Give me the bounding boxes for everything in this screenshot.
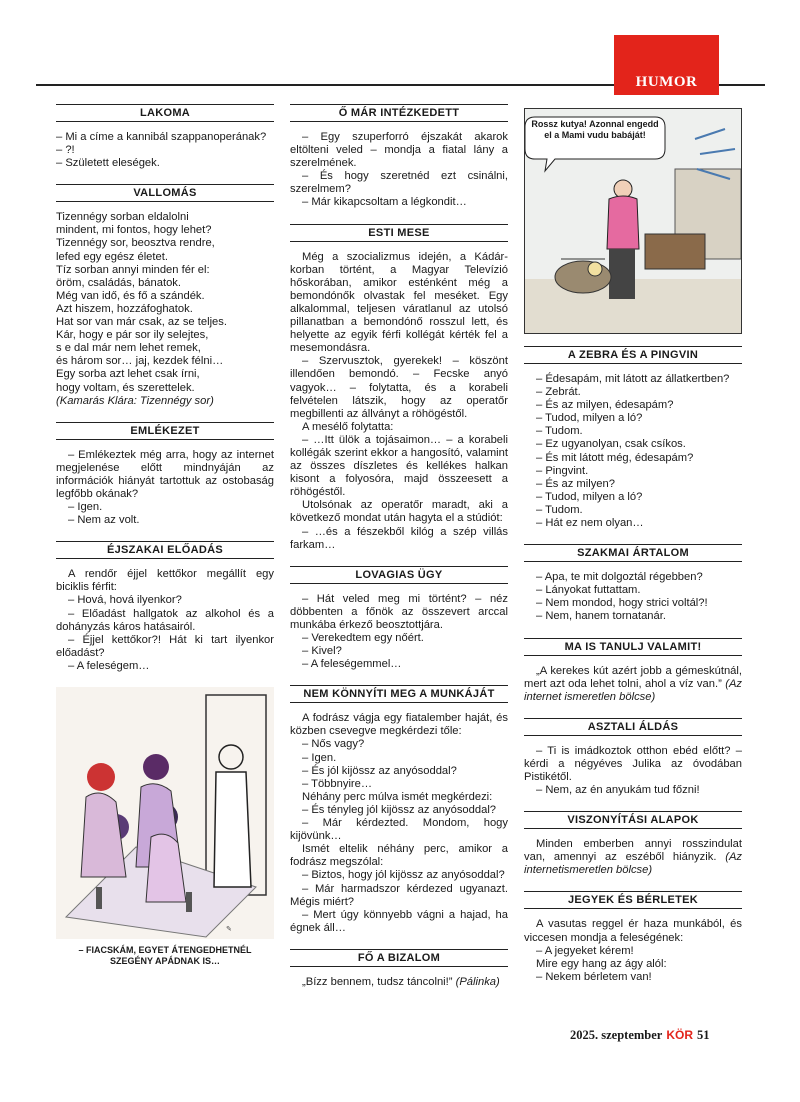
poem-line: hogy voltam, és szerettelek. (56, 381, 195, 394)
text-line: A vasutas reggel ér haza munkából, és viccesen mondja a feleségének: (524, 918, 742, 944)
speech-bubble-text: Rossz kutya! Azonnal engedd el a Mami vudu babáját! (531, 119, 659, 140)
text-line: – Nem, hanem tornatanár. (536, 610, 666, 623)
voodoo-cartoon-drawing (525, 109, 741, 333)
quote-source: (Az internet ismeretlen bölcse) (524, 677, 743, 703)
poem-line: Tizennégy sor, beosztva rendre, (56, 237, 215, 250)
quote-source: (Pálinka) (455, 975, 500, 988)
party-cartoon-drawing (56, 687, 274, 939)
quote: „A kerekes kút azért jobb a gémeskútnál, mert azt oda lehet tolni, ahol a víz van.” (524, 664, 742, 690)
article-o-mar-intezkedett (290, 104, 508, 210)
text-line: – Tudom. (536, 503, 583, 516)
article-title: VISZONYÍTÁSI ALAPOK (524, 811, 742, 829)
article-szakmai-artalom (524, 544, 742, 623)
text-line: – …és a fészekből kilóg a szép villás farkam… (290, 525, 508, 551)
article-title: VALLOMÁS (56, 184, 274, 202)
column-2 (290, 104, 508, 1003)
page-number: 51 (697, 1028, 710, 1042)
text-line: – Nős vagy? (302, 738, 365, 751)
text-line: – A feleségemmel… (302, 658, 402, 671)
article-ejszakai-eloadas (56, 541, 274, 673)
text-line: – Verekedtem egy nőért. (302, 632, 424, 644)
text-line: – Hová, hová ilyenkor? (68, 594, 182, 607)
article-esti-mese (290, 224, 508, 552)
poem-line: öröm, családás, bánatok. (56, 276, 181, 289)
text-line: – Pingvint. (536, 464, 589, 477)
poem-line: lefed egy egész életet. (56, 250, 168, 263)
party-cartoon (56, 687, 274, 939)
text-line: – Lányokat futtattam. (536, 584, 641, 597)
text-line: Mire egy hang az ágy alól: (536, 957, 667, 970)
text-line: – Mi a címe a kannibál szappanoperának? (56, 131, 267, 143)
text-line: – Már kérdezted. Mondom, hogy kijövünk… (290, 817, 508, 843)
poem-source: (Kamarás Klára: Tizennégy sor) (56, 394, 214, 407)
article-title: EMLÉKEZET (56, 422, 274, 440)
text-line: – A feleségem… (68, 659, 150, 672)
text-line: – És az milyen, édesapám? (536, 399, 674, 412)
quote: „Bízz bennem, tudsz táncolni!” (302, 975, 453, 988)
text-line: – Már harmadszor kérdezed ugyanazt. Mégis miért? (290, 882, 508, 908)
poem-line: Még van idő, és fő a szándék. (56, 289, 205, 302)
poem-line: Kár, hogy e pár sor ily selejtes, (56, 329, 209, 342)
article-title: Ő MÁR INTÉZKEDETT (290, 104, 508, 122)
text-line: – Ti is imádkoztok otthon ebéd előtt? – kérdi a négyéves Julika az óvodában Pistikétől. (524, 744, 742, 783)
article-zebra-es-pingvin (524, 346, 742, 530)
text-line: – A jegyeket kérem! (536, 944, 634, 957)
article-ma-is-tanulj (524, 638, 742, 704)
article-title: SZAKMAI ÁRTALOM (524, 544, 742, 562)
article-asztali-aldas (524, 718, 742, 797)
text-line: – És tényleg jól kijössz az anyósoddal? (302, 803, 497, 816)
article-emlekezet (56, 422, 274, 528)
text-line: – Többnyire… (302, 777, 373, 790)
text-line: A rendőr éjjel kettőkor megállít egy biciklis férfit: (56, 568, 274, 594)
text-line: – Igen. (302, 751, 337, 764)
text-line: – …Itt ülök a tojásaimon… – a korabeli kollégák szerint ekkor a hangosító, valamint az összes díszletes és kellékes halkan kisont a folyosóra, majd összeesett a röhögéstől. (290, 433, 508, 499)
text-line: – Nekem bérletem van! (536, 970, 652, 983)
text-line: – Zebrát. (536, 386, 581, 399)
quote: Minden emberben annyi rosszindulat van, amennyi az eszéből hiányzik. (524, 838, 742, 864)
text-line: – Mert úgy könnyebb vágni a hajad, ha égnek áll… (290, 908, 508, 934)
text-line: – Édesapám, mit látott az állatkertben? (536, 373, 730, 385)
poem-line: és három sor… jaj, kezdek félni… (56, 355, 224, 368)
article-title: ESTI MESE (290, 224, 508, 242)
text-line: – Tudod, milyen a ló? (536, 490, 643, 503)
text-line: – Tudod, milyen a ló? (536, 412, 643, 425)
article-fo-a-bizalom (290, 949, 508, 989)
article-title: NEM KÖNNYÍTI MEG A MUNKÁJÁT (290, 685, 508, 703)
caption-line: – FIACSKÁM, EGYET ÁTENGEDHETNÉL (78, 945, 252, 955)
poem-line: Tíz sorban annyi minden fér el: (56, 263, 210, 276)
text-line: – És az milyen? (536, 477, 615, 490)
text-line: – Nem mondod, hogy strici voltál?! (536, 597, 708, 610)
poem-line: mindent, mi fontos, hogy lehet? (56, 224, 212, 237)
quote-source: (Az internetismeretlen bölcse) (524, 851, 742, 877)
poem-line: Egy sorba azt lehet csak írni, (56, 368, 200, 381)
article-jegyek-es-berletek (524, 891, 742, 983)
section-tab-label: HUMOR (635, 74, 698, 90)
text-line: – Előadást hallgatok az alkohol és a dohányzás káros hatásairól. (56, 607, 274, 633)
text-line: – Egy szuperforró éjszakát akarok eltölteni veled – mondja a fiatal lány a szerelmének. (290, 131, 508, 170)
text-line: – Nem az volt. (68, 514, 140, 527)
text-line: – És hogy szeretnéd ezt csinálni, szerelmem? (290, 170, 508, 196)
text-line: – És mit látott még, édesapám? (536, 451, 694, 464)
column-1 (56, 104, 274, 967)
cartoon-caption (56, 945, 274, 967)
article-lakoma (56, 104, 274, 170)
article-title: JEGYEK ÉS BÉRLETEK (524, 891, 742, 909)
article-vallomas (56, 184, 274, 407)
text-line: – Tudom. (536, 425, 583, 438)
article-title: LOVAGIAS ÜGY (290, 566, 508, 584)
text-line: – Nem, az én anyukám tud főzni! (536, 784, 700, 797)
text-line: – Apa, te mit dolgoztál régebben? (536, 571, 703, 584)
text-line: – Szervusztok, gyerekek! – köszönt illendően bemondó. – Fecske anyó vagyok… – folytatta, és a korabeli felvételen látszik, hogy az operatőr megbillenti az állványt a röhögéstől. (290, 355, 508, 420)
text-line: – Emlékeztek még arra, hogy az internet megjelenése előtt mindnyáján az információk hiányát tartottuk az ostobaság legfőbb okának? (56, 448, 274, 500)
poem-line: s e dal már nem lehet remek, (56, 342, 201, 355)
text-line: – Igen. (68, 501, 103, 514)
article-title: A ZEBRA ÉS A PINGVIN (524, 346, 742, 364)
caption-line: SZEGÉNY APÁDNAK IS… (109, 956, 221, 966)
quote-text (290, 976, 508, 989)
text-line: Még a szocializmus idején, a Kádár-korban történt, a Magyar Televízió hőskorában, amikor esténként még a bemondónők olvastak fel meséket. Egy alkalommal, teljesen váratlanul az utolsó pillanatban a bemondónő rosszul lett, és helyette az egyik férfi kollégát kérték fel a mesemondásra. (290, 250, 508, 355)
article-nem-konnyiti (290, 685, 508, 935)
text-line: Utolsónak az operatőr maradt, aki a következő mondat után hagyta el a stúdiót: (290, 499, 508, 525)
article-lovagias-ugy (290, 566, 508, 672)
text-line: A fodrász vágja egy fiatalember haját, és közben csevegve megkérdezi tőle: (290, 712, 508, 738)
article-title: MA IS TANULJ VALAMIT! (524, 638, 742, 656)
column-3 (524, 108, 742, 998)
article-title: FŐ A BIZALOM (290, 949, 508, 967)
text-line: – Született eleségek. (56, 157, 160, 170)
text-line: – Kivel? (302, 645, 342, 658)
text-line: – Hát veled meg mi történt? – néz döbbenten a főnök az összevert arccal munkába érkező beosztottjára. (290, 592, 508, 631)
poem-line: Azt hiszem, hozzáfoghatok. (56, 302, 193, 315)
voodoo-cartoon (524, 108, 742, 334)
text-line: – Már kikapcsoltam a légkondit… (302, 196, 467, 209)
text-line: A mesélő folytatta: (302, 420, 394, 433)
quote-text (524, 838, 742, 877)
text-line: Ismét eltelik néhány perc, amikor a fodrász megszólal: (290, 843, 508, 869)
poem-line: Tizennégy sorban eldalolni (56, 211, 189, 224)
text-line: – Biztos, hogy jól kijössz az anyósoddal? (302, 869, 505, 882)
article-title: ÉJSZAKAI ELŐADÁS (56, 541, 274, 559)
text-line: Néhány perc múlva ismét megkérdezi: (302, 790, 493, 803)
text-line: – Éjjel kettőkor?! Hát ki tart ilyenkor előadást? (56, 633, 274, 659)
article-viszonyitasi-alapok (524, 811, 742, 877)
section-tab (614, 35, 719, 95)
poem-line: Hat sor van már csak, az se teljes. (56, 316, 227, 329)
article-title: LAKOMA (56, 104, 274, 122)
text-line: – ?! (56, 144, 75, 157)
quote-text (524, 665, 742, 704)
text-line: – Hát ez nem olyan… (536, 517, 644, 530)
page-footer (570, 1028, 710, 1043)
footer-date: 2025. szeptember (570, 1028, 663, 1042)
article-title: ASZTALI ÁLDÁS (524, 718, 742, 736)
svg-text:✎: ✎ (226, 926, 232, 933)
text-line: – És jól kijössz az anyósoddal? (302, 764, 457, 777)
magazine-logo: KÖR (666, 1028, 694, 1042)
text-line: – Ez ugyanolyan, csak csíkos. (536, 438, 686, 451)
